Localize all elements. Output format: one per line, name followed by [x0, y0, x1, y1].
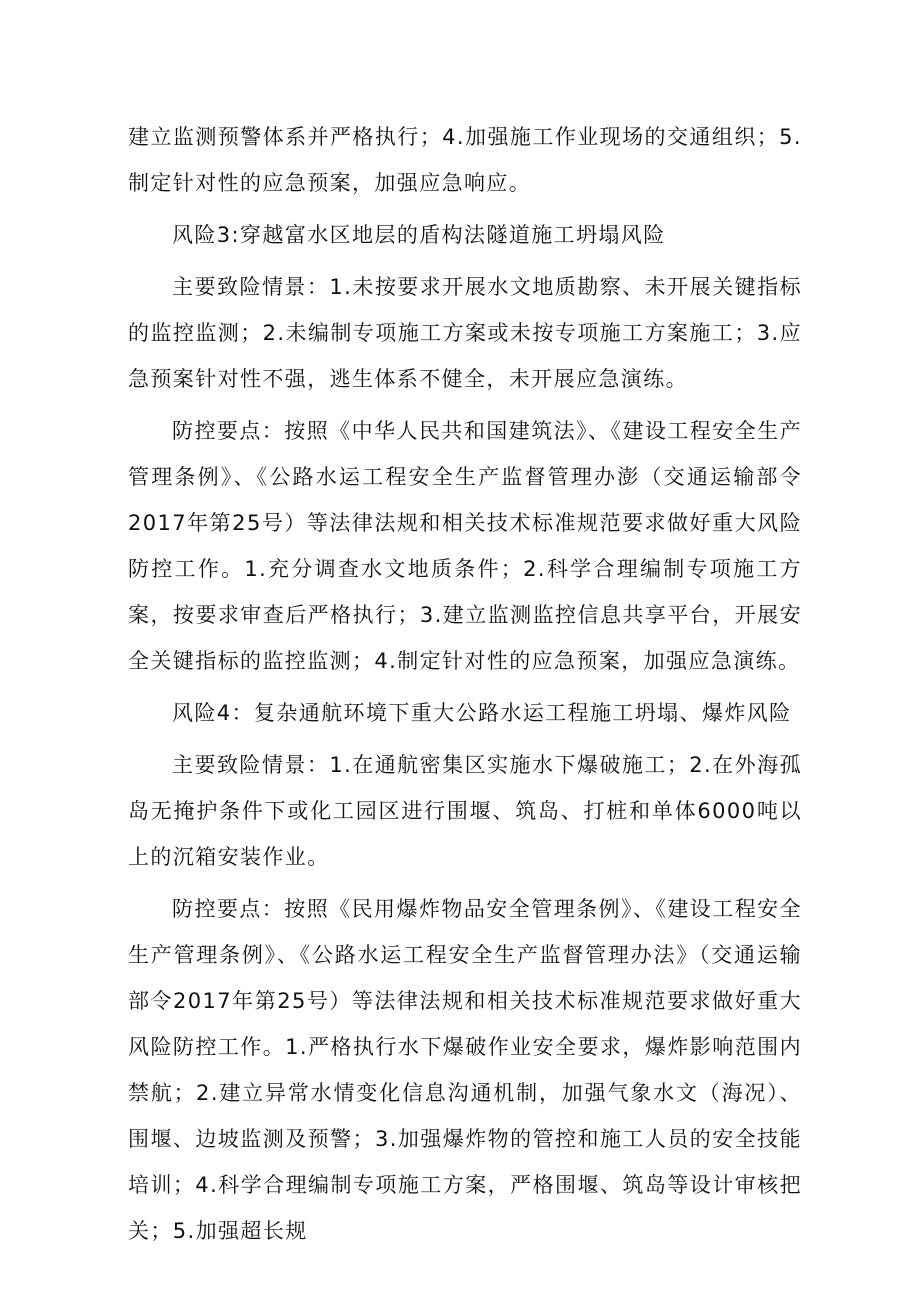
risk-3-scenarios: 主要致险情景：1.未按要求开展水文地质勘察、未开展关键指标的监控监测；2.未编制专项施工方案或未按专项施工方案施工；3.应急预案针对性不强，逃生体系不健全，未开展应急演练。 [128, 275, 802, 391]
risk-4-control-points: 防控要点：按照《民用爆炸物品安全管理条例》、《建设工程安全生产管理条例》、《公路水运工程安全生产监督管理办法》（交通运输部令2017年第25号）等法律法规和相关技术标准规范要求做好重大风险防控工作。1.严格执行水下爆破作业安全要求，爆炸影响范围内禁航；2.建立异常水情变化信息沟通机制，加强气象水文（海况）、围堰、边坡监测及预警；3.加强爆炸物的管控和施工人员的安全技能培训；4.科学合理编制专项施工方案，严格围堰、筑岛等设计审核把关；5.加强超长规 [128, 897, 802, 1243]
risk-4-scenarios: 主要致险情景：1.在通航密集区实施水下爆破施工；2.在外海孤岛无掩护条件下或化工园区进行围堰、筑岛、打桩和单体6000吨以上的沉箱安装作业。 [128, 753, 802, 869]
risk-3-control-points: 防控要点：按照《中华人民共和国建筑法》、《建设工程安全生产管理条例》、《公路水运工程安全生产监督管理办澎（交通运输部令2017年第25号）等法律法规和相关技术标准规范要求做好重大风险防控工作。1.充分调查水文地质条件；2.科学合理编制专项施工方案，按要求审查后严格执行；3.建立监测监控信息共享平台，开展安全关键指标的监控监测；4.制定针对性的应急预案，加强应急演练。 [128, 419, 802, 673]
risk-3-heading: 风险3:穿越富水区地层的盾构法隧道施工坍塌风险 [172, 223, 666, 247]
paragraph-continuation: 建立监测预警体系并严格执行；4.加强施工作业现场的交通组织；5.制定针对性的应急预案，加强应急响应。 [128, 125, 802, 195]
document-body [128, 114, 802, 1260]
risk-4-heading: 风险4：复杂通航环境下重大公路水运工程施工坍塌、爆炸风险 [172, 701, 792, 725]
